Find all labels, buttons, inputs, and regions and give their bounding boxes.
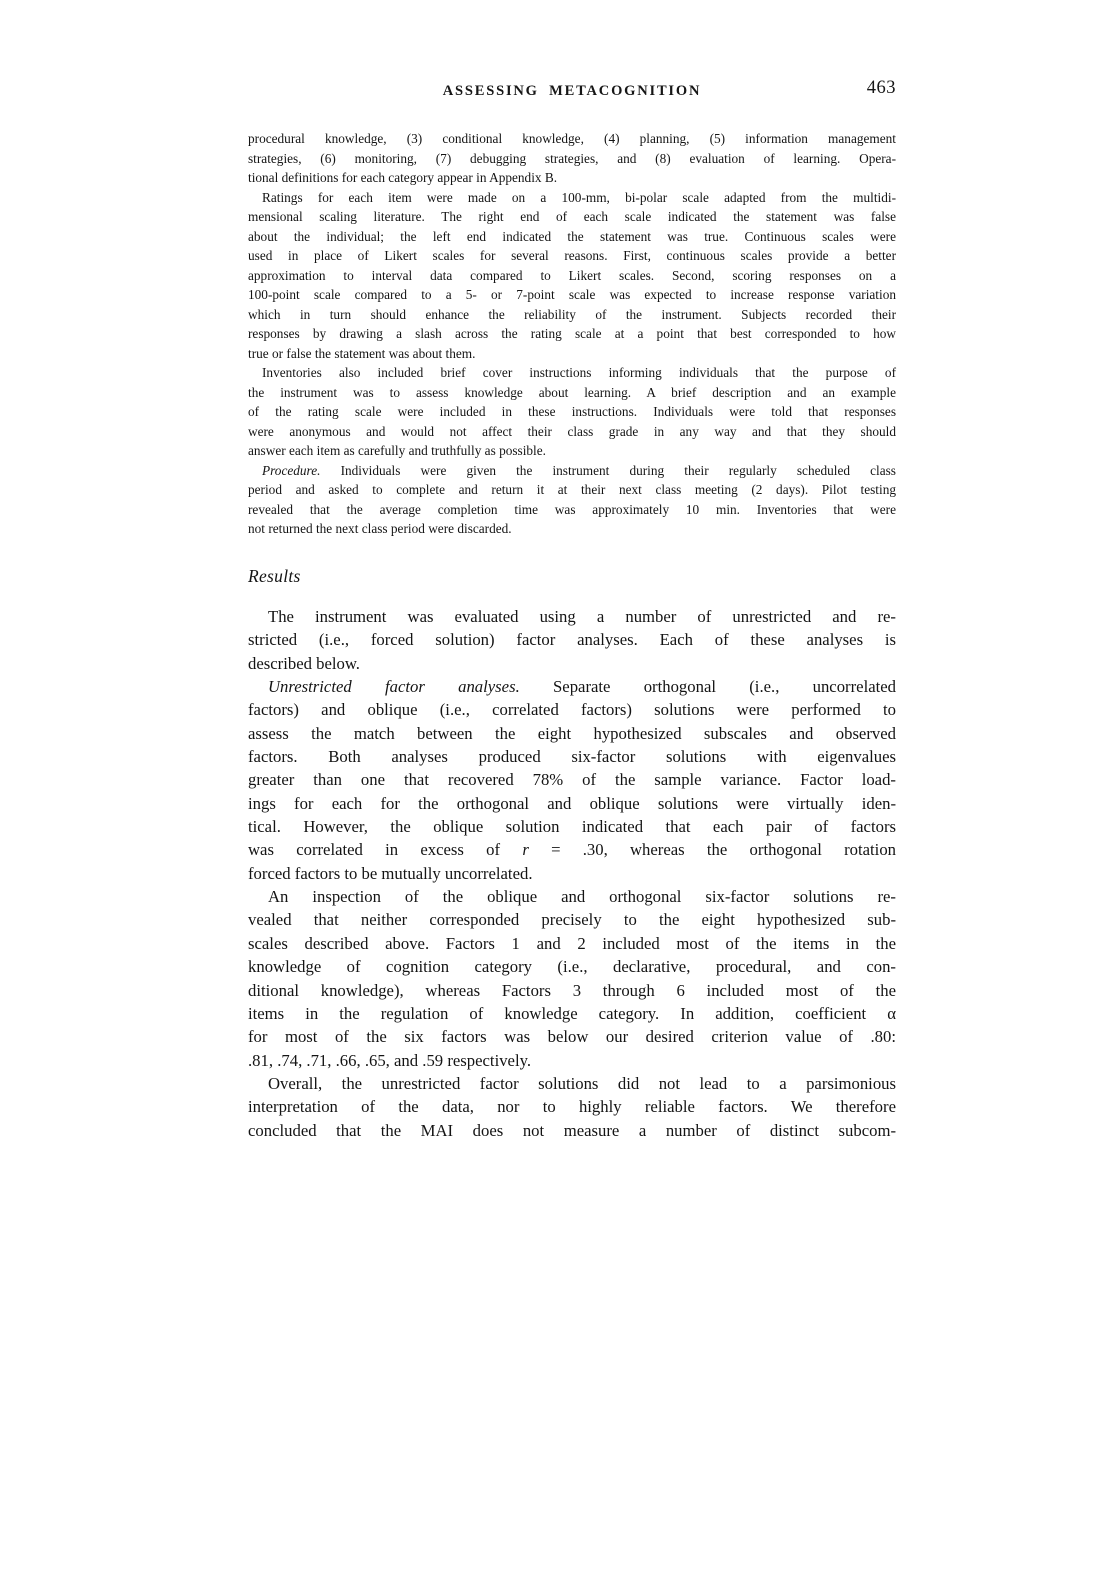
text-line: of the rating scale were included in these instructions. Individuals were told that responses (248, 404, 896, 419)
page-number: 463 (866, 78, 896, 98)
text-line: 100-point scale compared to a 5- or 7-point scale was expected to increase response variation (248, 287, 896, 302)
text-line: greater than one that recovered 78% of the sample variance. Factor load- (248, 770, 896, 790)
results-paragraphs (248, 605, 896, 1142)
text-line: procedural knowledge, (3) conditional knowledge, (4) planning, (5) information management (248, 131, 896, 146)
text-line: The instrument was evaluated using a number of unrestricted and re- (268, 607, 896, 626)
text-line: factors. Both analyses produced six-factor solutions with eigenvalues (248, 747, 896, 767)
text-line: concluded that the MAI does not measure a number of distinct subcom- (248, 1120, 896, 1140)
text-line: tical. However, the oblique solution indicated that each pair of factors (248, 817, 896, 837)
text-line: .81, .74, .71, .66, .65, and .59 respectively. (248, 1050, 532, 1070)
paragraph (248, 1072, 896, 1142)
text-line: forced factors to be mutually uncorrelated. (248, 863, 533, 883)
page-header (248, 80, 896, 106)
text-line: answer each item as carefully and truthfully as possible. (248, 443, 546, 458)
paragraph (248, 675, 896, 885)
text-line: ditional knowledge), whereas Factors 3 through 6 included most of the (248, 980, 896, 1000)
text-line: were anonymous and would not affect their class grade in any way and that they should (248, 423, 896, 439)
text-line: used in place of Likert scales for several reasons. First, continuous scales provide a better (248, 248, 896, 263)
text-line: the instrument was to assess knowledge about learning. A brief description and an example (248, 384, 896, 400)
text-line: was correlated in excess of r = .30, whereas the orthogonal rotation (248, 840, 897, 860)
paragraph (248, 885, 896, 1072)
text-line: factors) and oblique (i.e., correlated factors) solutions were performed to (248, 700, 896, 720)
text-line: true or false the statement was about them. (248, 345, 476, 361)
text-line: vealed that neither corresponded precisely to the eight hypothesized sub- (248, 910, 896, 930)
text-line: mensional scaling literature. The right end of each scale indicated the statement was false (248, 209, 896, 224)
text-line: revealed that the average completion time was approximately 10 min. Inventories that were (248, 501, 896, 517)
text-line: Overall, the unrestricted factor solutions did not lead to a parsimonious (268, 1073, 896, 1093)
text-line: responses by drawing a slash across the rating scale at a point that best corresponded to how (248, 326, 896, 341)
text-line: not returned the next class period were discarded. (248, 521, 512, 536)
paragraph (248, 188, 896, 364)
method-paragraphs (248, 129, 896, 539)
text-line: for most of the six factors was below our desired criterion value of .80: (248, 1027, 896, 1047)
text-line: An inspection of the oblique and orthogonal six-factor solutions re- (268, 887, 896, 907)
text-line: ings for each for the orthogonal and oblique solutions were virtually iden- (248, 793, 896, 813)
text-line: which in turn should enhance the reliability of the instrument. Subjects recorded their (248, 306, 896, 322)
text-line: described below. (248, 653, 360, 673)
paragraph (248, 129, 896, 188)
paragraph (248, 605, 896, 675)
running-title: ASSESSING METACOGNITION (442, 83, 702, 99)
text-line: assess the match between the eight hypothesized subscales and observed (248, 723, 896, 743)
text-line: Unrestricted factor analyses. Separate orthogonal (i.e., uncorrelated (268, 677, 897, 697)
text-line: approximation to interval data compared to Likert scales. Second, scoring responses on a (248, 267, 896, 283)
text-line: interpretation of the data, nor to highly reliable factors. We therefore (248, 1097, 896, 1117)
text-line: strategies, (6) monitoring, (7) debugging strategies, and (8) evaluation of learning. Opera- (248, 150, 896, 166)
text-line: Ratings for each item were made on a 100-mm, bi-polar scale adapted from the multidi- (262, 189, 896, 205)
text-line: items in the regulation of knowledge category. In addition, coefficient α (248, 1003, 896, 1023)
text-line: scales described above. Factors 1 and 2 included most of the items in the (248, 933, 896, 953)
text-line: period and asked to complete and return it at their next class meeting (2 days). Pilot testing (248, 482, 896, 497)
text-line: knowledge of cognition category (i.e., declarative, procedural, and con- (248, 957, 896, 977)
text-line: tional definitions for each category appear in Appendix B. (248, 170, 558, 185)
results-heading: Results (248, 566, 301, 586)
text-line: Procedure. Individuals were given the instrument during their regularly scheduled class (262, 462, 896, 478)
paragraph (248, 363, 896, 461)
paragraph (248, 461, 896, 539)
text-line: about the individual; the left end indicated the statement was true. Continuous scales were (248, 228, 896, 244)
text-line: Inventories also included brief cover instructions informing individuals that the purpose of (262, 365, 896, 380)
text-line: stricted (i.e., forced solution) factor analyses. Each of these analyses is (248, 630, 896, 650)
